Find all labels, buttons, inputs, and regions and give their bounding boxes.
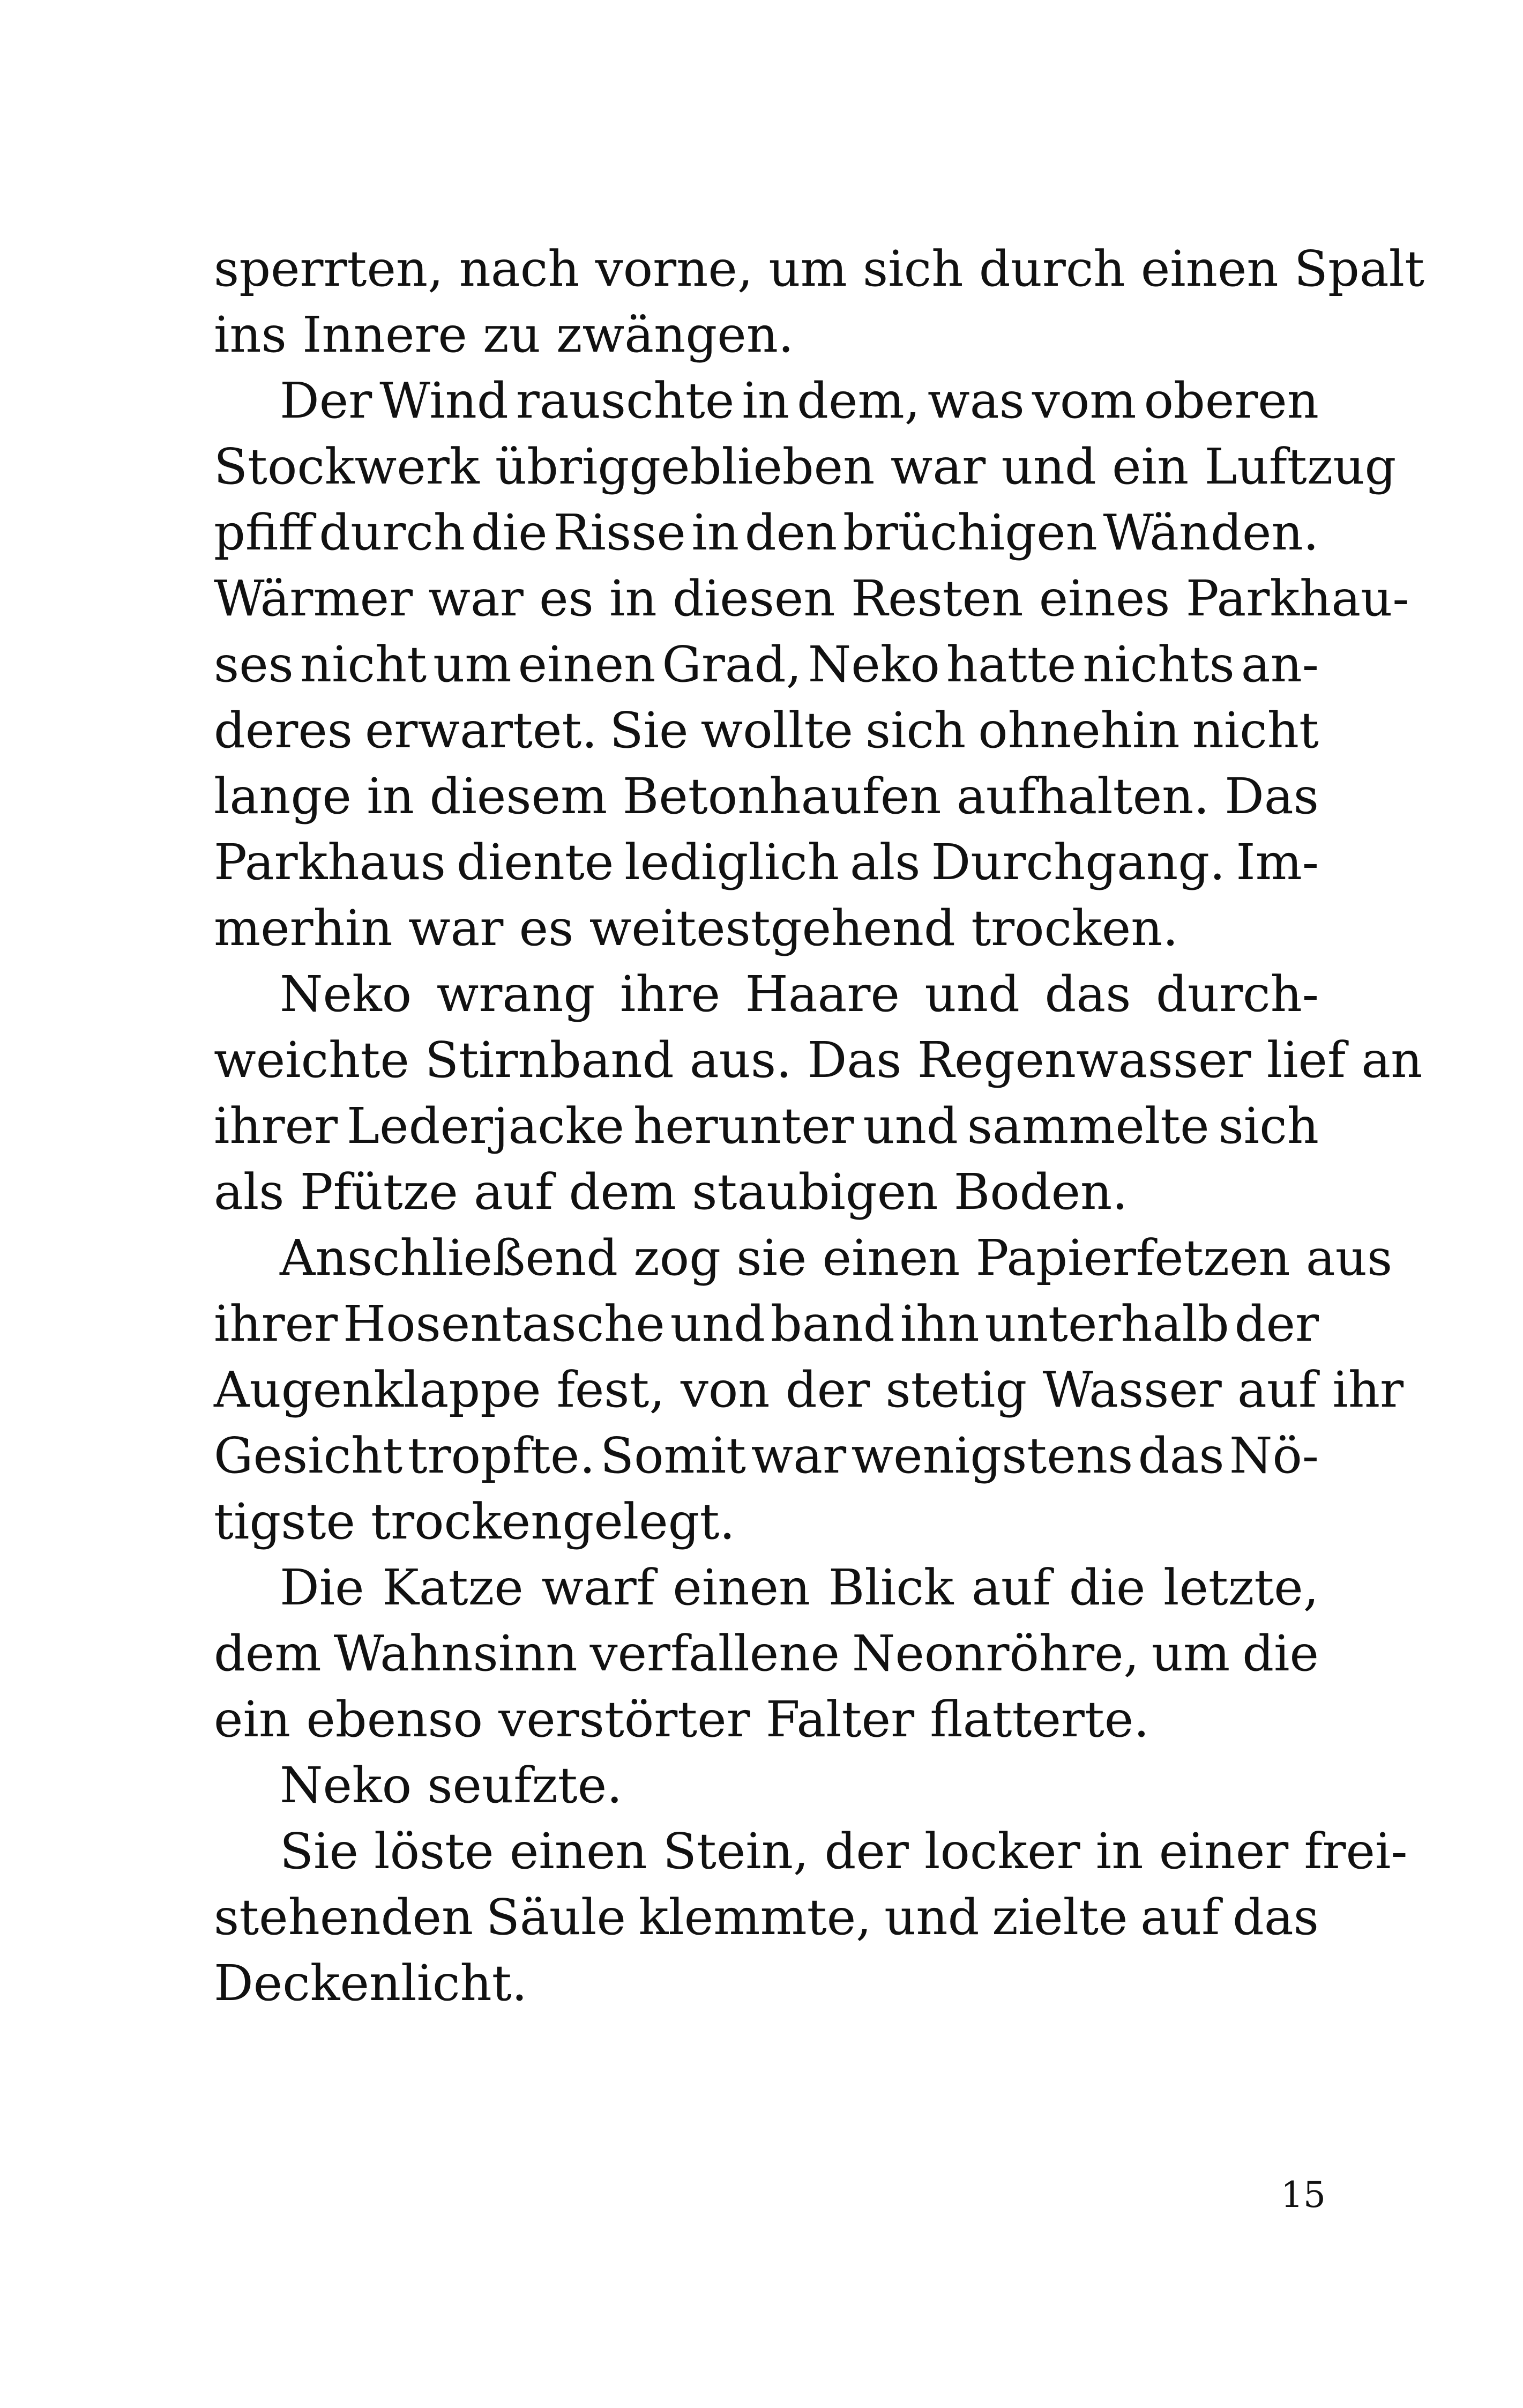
paragraph-start-line: Sie löste einen Stein, der locker in einer frei- (280, 1823, 1408, 1880)
text-line: merhin war es weitestgehend trocken. (214, 900, 1178, 957)
text-line: ein ebenso verstörter Falter flatterte. (214, 1691, 1149, 1748)
paragraph-start-line: Anschließend zog sie einen Papierfetzen aus (280, 1229, 1393, 1287)
text-line: ihrer Hosentasche und band ihn unterhalb der (214, 1295, 1319, 1352)
text-line: Wärmer war es in diesen Resten eines Parkhau- (214, 570, 1409, 627)
text-line: dem Wahnsinn verfallene Neonröhre, um die (214, 1625, 1319, 1682)
text-line: Gesicht tropfte. Somit war wenigstens das Nö- (214, 1427, 1319, 1484)
text-line: Stockwerk übriggeblieben war und ein Luftzug (214, 438, 1397, 495)
text-line: stehenden Säule klemmte, und zielte auf das (214, 1889, 1319, 1946)
text-line: sperrten, nach vorne, um sich durch einen Spalt (214, 240, 1425, 298)
text-line: ihrer Lederjacke herunter und sammelte sich (214, 1097, 1319, 1155)
text-line: lange in diesem Betonhaufen aufhalten. Das (214, 768, 1319, 825)
text-line: ins Innere zu zwängen. (214, 306, 794, 363)
paragraph-start-line: Die Katze warf einen Blick auf die letzte, (280, 1559, 1319, 1616)
page-number: 15 (1281, 2174, 1326, 2216)
text-line: deres erwartet. Sie wollte sich ohnehin nicht (214, 702, 1319, 759)
text-line: pfiff durch die Risse in den brüchigen Wänden. (214, 504, 1319, 561)
text-line: ses nicht um einen Grad, Neko hatte nichts an- (214, 636, 1319, 693)
text-line: als Pfütze auf dem staubigen Boden. (214, 1163, 1128, 1221)
text-line: weichte Stirnband aus. Das Regenwasser lief an (214, 1031, 1423, 1089)
text-line: Augenklappe fest, von der stetig Wasser auf ihr (214, 1361, 1404, 1418)
paragraph-start-line: Neko seufzte. (280, 1757, 623, 1814)
paragraph-start-line: Neko wrang ihre Haare und das durch- (280, 965, 1319, 1023)
paragraph-start-line: Der Wind rauschte in dem, was vom oberen (280, 372, 1319, 429)
text-line: tigste trockengelegt. (214, 1493, 735, 1550)
body-text (214, 236, 1425, 2016)
text-line: Parkhaus diente lediglich als Durchgang. Im- (214, 834, 1319, 891)
text-line: Deckenlicht. (214, 1954, 528, 2012)
